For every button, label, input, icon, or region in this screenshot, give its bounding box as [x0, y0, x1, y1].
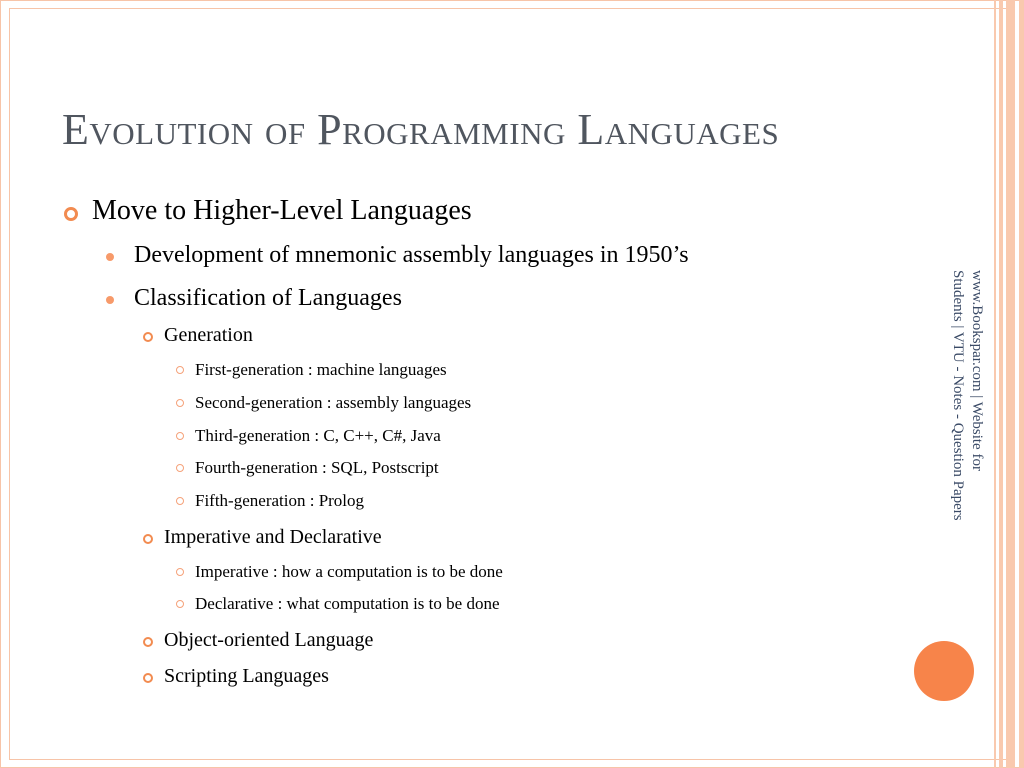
- bullet-text: Development of mnemonic assembly languages in 1950’s: [134, 242, 689, 268]
- decorative-stripes: [984, 0, 1024, 768]
- bullet-ring-icon: [143, 673, 153, 683]
- bullet-ring-icon: [143, 637, 153, 647]
- bullet-text: Move to Higher-Level Languages: [92, 195, 472, 226]
- bullet-text: Third-generation : C, C++, C#, Java: [195, 426, 441, 445]
- bullet-dot-icon: [106, 253, 114, 261]
- bullet-ring-icon: [176, 432, 184, 440]
- bullet-ring-icon: [64, 207, 78, 221]
- bullet-text: Scripting Languages: [164, 665, 329, 687]
- decorative-circle: [914, 641, 974, 701]
- bullet-ring-icon: [176, 568, 184, 576]
- bullet-ring-icon: [176, 497, 184, 505]
- side-note-line-2: Students | VTU - Notes - Question Papers: [950, 270, 966, 521]
- bullet-text: Second-generation : assembly languages: [195, 393, 472, 412]
- stripe: [1006, 0, 1015, 768]
- bullet-ring-icon: [143, 534, 153, 544]
- bullet-text: Generation: [164, 324, 253, 346]
- bullet-text: Classification of Languages: [134, 285, 402, 311]
- bullet-dot-icon: [106, 296, 114, 304]
- bullet-text: Object-oriented Language: [164, 629, 374, 651]
- stripe: [1019, 0, 1024, 768]
- bullet-text: Fifth-generation : Prolog: [195, 491, 365, 510]
- stripe: [994, 0, 996, 768]
- side-note-line-1: www.Bookspar.com | Website for: [969, 270, 985, 471]
- bullet-text: Fourth-generation : SQL, Postscript: [195, 458, 439, 477]
- bullet-text: Declarative : what computation is to be done: [195, 594, 500, 613]
- bullet-text: Imperative : how a computation is to be done: [195, 562, 503, 581]
- bullet-ring-icon: [176, 399, 184, 407]
- bullet-ring-icon: [176, 600, 184, 608]
- bullet-ring-icon: [143, 332, 153, 342]
- slide-title: Evolution of Programming Languages: [62, 105, 780, 154]
- bullet-ring-icon: [176, 464, 184, 472]
- side-note: [946, 270, 986, 521]
- bullet-ring-icon: [176, 366, 184, 374]
- stripe: [999, 0, 1003, 768]
- bullet-text: First-generation : machine languages: [195, 360, 447, 379]
- bullet-text: Imperative and Declarative: [164, 526, 382, 548]
